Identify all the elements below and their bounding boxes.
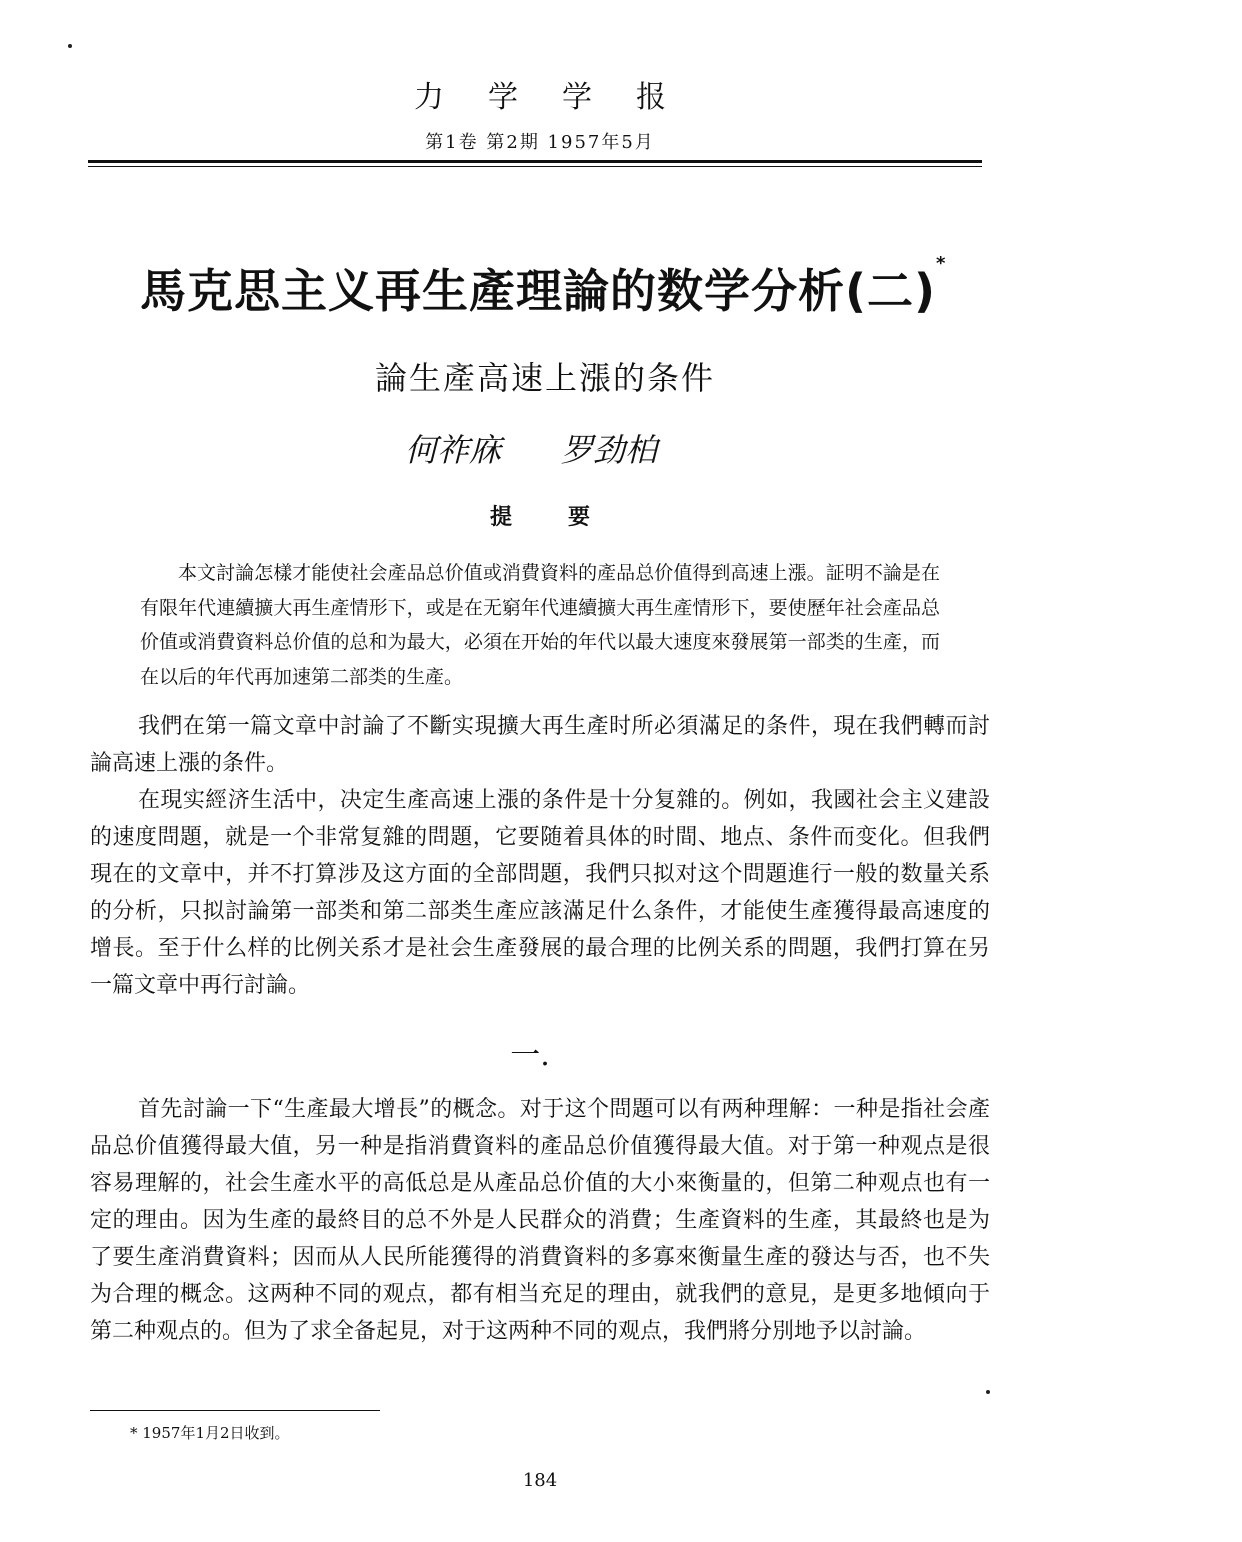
scan-speck	[68, 44, 72, 48]
title-footnote-marker: *	[936, 253, 947, 274]
article-title	[140, 255, 980, 321]
scan-speck	[986, 1390, 990, 1394]
body-paragraph-1: 我們在第一篇文章中討論了不斷实現擴大再生產时所必須滿足的条件，現在我們轉而討論高速上漲的条件。	[90, 714, 990, 776]
section-number: 一.	[510, 1038, 550, 1073]
issue-line: 第1卷 第2期 1957年5月	[425, 132, 655, 153]
author-2: 罗劲柏	[561, 431, 658, 469]
article-title-text: 馬克思主义再生產理論的数学分析(二)	[140, 264, 937, 318]
page-number: 184	[522, 1470, 558, 1491]
article-subtitle: 論生產高速上漲的条件	[374, 359, 715, 397]
header-rule-thin	[88, 166, 982, 167]
footnote: * 1957年1月2日收到。	[130, 1424, 290, 1442]
abstract-text: 本文討論怎樣才能使社会產品总价值或消費資料的產品总价值得到高速上漲。証明不論是在有限年代連續擴大再生產情形下，或是在无窮年代連續擴大再生產情形下，要使歷年社会產品总价值或消費資料总价值的总和为最大，必須在开始的年代以最大速度來發展第一部类的生產，而在以后的年代再加速第二部类的生產。	[140, 562, 940, 688]
body-paragraph-2: 在現实經济生活中，决定生產高速上漲的条件是十分复雜的。例如，我國社会主义建設的速度問題，就是一个非常复雜的問題，它要随着具体的时間、地点、条件而变化。但我們現在的文章中，并不打算涉及这方面的全部問題，我們只拟对这个問題進行一般的数量关系的分析，只拟討論第一部类和第二部类生產应該滿足什么条件，才能使生產獲得最高速度的增長。至于什么样的比例关系才是社会生產發展的最合理的比例关系的問題，我們打算在另一篇文章中再行討論。	[90, 788, 990, 998]
footnote-rule	[90, 1410, 380, 1411]
journal-name: 力学学报	[414, 80, 710, 115]
author-1: 何祚庥	[405, 431, 502, 469]
header-rule-thick	[88, 160, 982, 163]
abstract-heading: 提要	[489, 505, 646, 530]
body-paragraph-3: 首先討論一下“生產最大增長”的概念。对于这个問題可以有两种理解：一种是指社会產品总价值獲得最大值，另一种是指消費資料的產品总价值獲得最大值。对于第一种观点是很容易理解的，社会生產水平的高低总是从產品总价值的大小來衡量的，但第二种观点也有一定的理由。因为生產的最終目的总不外是人民群众的消費；生產資料的生產，其最終也是为了要生產消費資料；因而从人民所能獲得的消費資料的多寡來衡量生產的發达与否，也不失为合理的概念。这两种不同的观点，都有相当充足的理由，就我們的意見，是更多地傾向于第二种观点的。但为了求全备起見，对于这两种不同的观点，我們將分別地予以討論。	[90, 1097, 990, 1344]
author-list	[405, 425, 657, 471]
